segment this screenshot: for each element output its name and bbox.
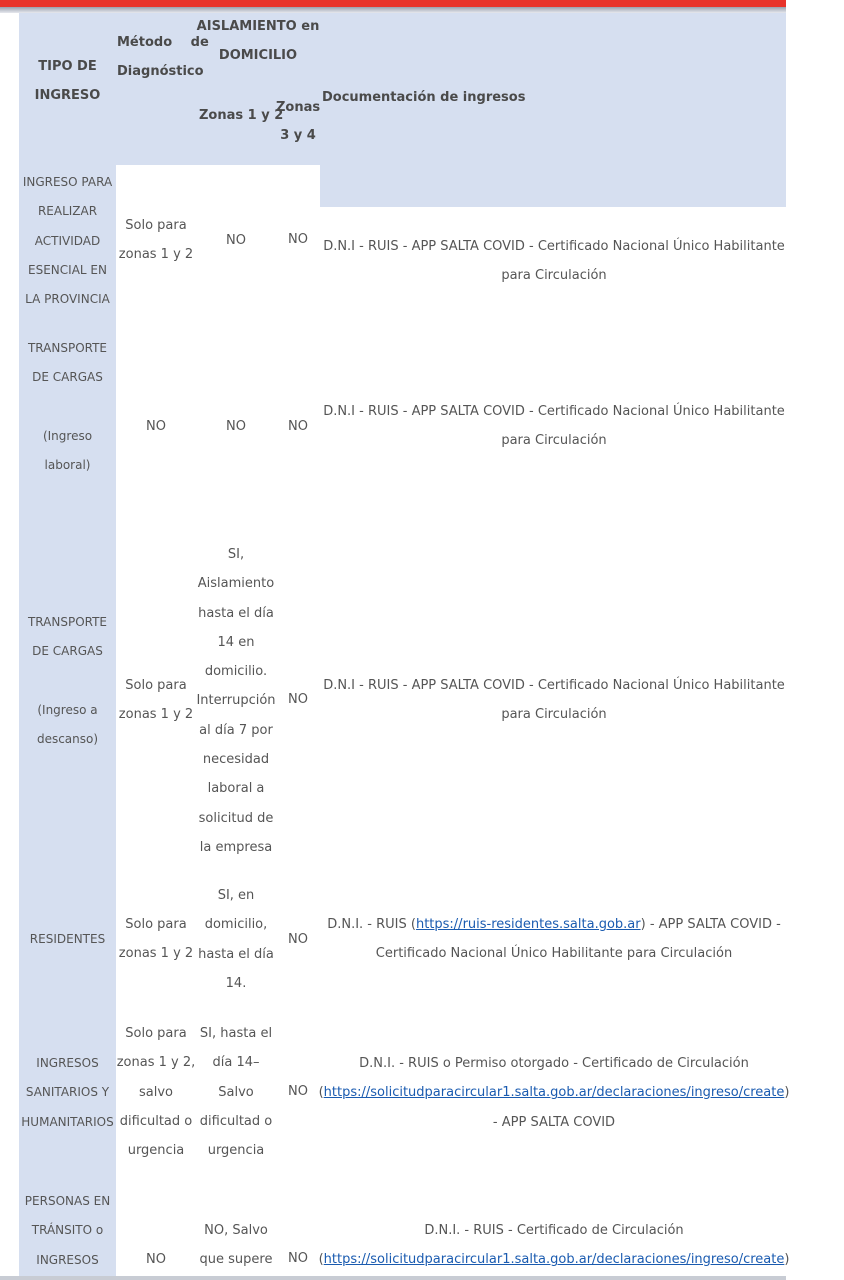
row-1-tipo-line: ACTIVIDAD — [34, 233, 101, 248]
row-5-doc-line-2: (https://solicitudparacircular1.salta.gob.ar/declaraciones/ingreso/create) — [318, 1085, 790, 1101]
header-aislamiento-line-1: AISLAMIENTO en — [196, 19, 320, 34]
row-3-z12-line: SI, — [227, 547, 245, 562]
row-1-tipo-line: REALIZAR — [37, 204, 98, 219]
row-6-zonas-3-4: NO — [288, 1251, 308, 1266]
row-6-tipo — [19, 1187, 116, 1275]
row-5-z12-line: día 14– — [212, 1055, 260, 1071]
row-2-tipo-line: laboral) — [44, 458, 91, 473]
row-4-z12-line: SI, en — [217, 888, 255, 903]
row-4-doc-line-2: Certificado Nacional Único Habilitante para Circulación — [375, 946, 733, 962]
row-5-z12-line: SI, hasta el — [199, 1026, 273, 1041]
row-1-metodo-line: zonas 1 y 2 — [118, 247, 194, 263]
row-6-tipo-line: PERSONAS EN — [24, 1194, 111, 1208]
row-5-metodo-line: Solo para — [125, 1026, 187, 1041]
row-3-z12-line: domicilio. — [204, 664, 268, 680]
row-1-doc-line: para Circulación — [501, 268, 607, 284]
row-2-documentacion — [264, 397, 844, 456]
header-zonas-3-4 — [276, 94, 320, 150]
row-4-z12-line: hasta el día — [198, 946, 274, 962]
row-1-metodo-line: Solo para — [125, 218, 187, 233]
row-1-metodo — [116, 211, 196, 270]
row-3-tipo-line: DE CARGAS — [32, 644, 103, 659]
row-3-tipo-line: descanso) — [36, 732, 99, 747]
row-5-metodo-line: urgencia — [127, 1143, 185, 1159]
row-3-z12-line: laboral a — [207, 781, 265, 797]
header-tipo-ingreso — [19, 52, 116, 110]
header-tipo-line-1: TIPO DE — [38, 59, 97, 74]
header-metodo-line-1: Método de — [117, 35, 209, 50]
row-5-zonas-3-4: NO — [288, 1084, 308, 1099]
row-6-z12-line: que supere — [199, 1252, 273, 1268]
bottom-border — [0, 1276, 786, 1280]
row-4-doc-post: ) - APP SALTA COVID - — [640, 917, 781, 932]
row-4-z12-line: 14. — [225, 975, 247, 991]
row-2-tipo-line — [19, 393, 116, 422]
row-5-metodo-line: dificultad o — [119, 1113, 193, 1129]
row-2-doc-line: para Circulación — [501, 433, 607, 449]
row-3-z12-line: necesidad — [202, 752, 270, 768]
row-6-z12-line: NO, Salvo — [204, 1223, 268, 1238]
row-3-zonas-3-4: NO — [288, 692, 308, 707]
row-5-z12-line: dificultad o — [199, 1113, 273, 1129]
row-5-z12-line: urgencia — [207, 1143, 265, 1159]
row-3-doc-line: para Circulación — [501, 707, 607, 723]
row-3-z12-line: hasta el día — [198, 605, 274, 621]
row-1-z12-line: NO — [226, 233, 246, 248]
row-3-metodo-line: zonas 1 y 2 — [118, 707, 194, 723]
solicitud-circular-link[interactable]: https://solicitudparacircular1.salta.gob.ar/declaraciones/ingreso/create — [323, 1085, 785, 1101]
header-aislamiento-line-2: DOMICILIO — [218, 48, 298, 63]
row-6-documentacion — [264, 1216, 844, 1275]
row-2-tipo — [19, 334, 116, 480]
row-5-tipo-line: INGRESOS — [36, 1056, 99, 1070]
row-5-metodo — [116, 1019, 196, 1165]
row-5-tipo — [19, 1049, 116, 1137]
header-documentacion: Documentación de ingresos — [322, 90, 526, 105]
row-3-metodo-line: Solo para — [125, 678, 187, 693]
row-6-doc-line-2: (https://solicitudparacircular1.salta.gob.ar/declaraciones/ingreso/create) — [318, 1252, 790, 1268]
row-6-metodo-line: NO — [146, 1252, 166, 1267]
row-2-metodo-line: NO — [146, 419, 166, 434]
row-2-doc-line: D.N.I - RUIS - APP SALTA COVID - Certificado Nacional Único Habilitante — [323, 404, 785, 419]
row-1-tipo-line: INGRESO PARA — [22, 175, 113, 189]
row-3-metodo — [116, 671, 196, 730]
row-1-tipo — [19, 168, 116, 314]
row-4-z12-line: domicilio, — [204, 917, 268, 933]
row-3-tipo — [19, 608, 116, 754]
row-1-tipo-line: ESENCIAL EN — [28, 262, 107, 277]
ruis-residentes-link[interactable]: https://ruis-residentes.salta.gob.ar — [415, 917, 641, 932]
top-accent-bar — [0, 0, 786, 7]
row-1-tipo-line: LA PROVINCIA — [25, 292, 110, 307]
row-5-metodo-line: salvo — [139, 1084, 173, 1100]
header-aislamiento — [196, 12, 320, 70]
row-3-z12-line: solicitud de — [198, 810, 274, 826]
header-zonas-1-2: Zonas 1 y 2 — [199, 108, 284, 123]
row-5-documentacion — [264, 1049, 844, 1137]
row-4-documentacion — [264, 910, 844, 969]
row-2-metodo — [116, 412, 196, 441]
row-3-tipo-line — [19, 667, 116, 696]
row-6-tipo-line: INGRESOS — [36, 1252, 99, 1267]
row-3-z12-line: la empresa — [199, 839, 273, 855]
row-2-z12-line: NO — [226, 419, 246, 434]
row-6-doc-line-1: D.N.I. - RUIS - Certificado de Circulación — [424, 1223, 684, 1238]
header-tipo-line-2: INGRESO — [34, 88, 101, 103]
row-2-tipo-line: (Ingreso — [42, 428, 93, 443]
solicitud-circular-link[interactable]: https://solicitudparacircular1.salta.gob.ar/declaraciones/ingreso/create — [323, 1252, 785, 1268]
row-4-doc-pre: D.N.I. - RUIS ( — [327, 917, 416, 932]
row-4-metodo — [116, 910, 196, 969]
header-zonas34-line-1: Zonas — [276, 100, 321, 115]
row-5-metodo-line: zonas 1 y 2, — [116, 1055, 196, 1071]
header-metodo-line-2: Diagnóstico — [117, 64, 204, 79]
row-3-z12-line: Interrupción — [196, 693, 276, 709]
row-1-zonas-3-4: NO — [288, 232, 308, 247]
row-4-tipo-line: RESIDENTES — [29, 932, 106, 946]
row-5-doc-line-3: - APP SALTA COVID — [492, 1114, 616, 1130]
row-3-tipo-line: (Ingreso a — [37, 702, 98, 717]
row-4-doc-line-1 — [264, 910, 844, 939]
row-2-tipo-line: TRANSPORTE — [27, 341, 108, 355]
row-3-z12-line: al día 7 por — [199, 722, 273, 738]
row-6-metodo — [116, 1245, 196, 1274]
row-3-tipo-line: TRANSPORTE — [27, 615, 108, 629]
header-zonas34-line-2: 3 y 4 — [280, 128, 316, 143]
row-4-tipo — [19, 925, 116, 954]
row-4-zonas-3-4: NO — [288, 932, 308, 947]
row-5-doc-line-1: D.N.I. - RUIS o Permiso otorgado - Certificado de Circulación — [359, 1056, 749, 1071]
row-5-tipo-line: SANITARIOS Y — [25, 1085, 110, 1100]
header-background-extension — [320, 165, 786, 207]
row-2-tipo-line: DE CARGAS — [32, 370, 103, 385]
row-5-tipo-line: HUMANITARIOS — [21, 1114, 114, 1129]
row-2-zonas-3-4: NO — [288, 419, 308, 434]
row-6-tipo-line: TRÁNSITO o — [31, 1223, 104, 1238]
row-3-z12-line: Aislamiento — [197, 576, 275, 592]
row-3-z12-line: 14 en — [217, 634, 255, 650]
row-5-z12-line: Salvo — [218, 1084, 254, 1100]
row-1-documentacion — [264, 232, 844, 291]
row-4-metodo-line: zonas 1 y 2 — [118, 946, 194, 962]
row-1-doc-line: D.N.I - RUIS - APP SALTA COVID - Certificado Nacional Único Habilitante — [323, 239, 785, 254]
row-3-doc-line: D.N.I - RUIS - APP SALTA COVID - Certificado Nacional Único Habilitante — [323, 678, 785, 693]
row-4-metodo-line: Solo para — [125, 917, 187, 932]
row-3-documentacion — [264, 671, 844, 730]
